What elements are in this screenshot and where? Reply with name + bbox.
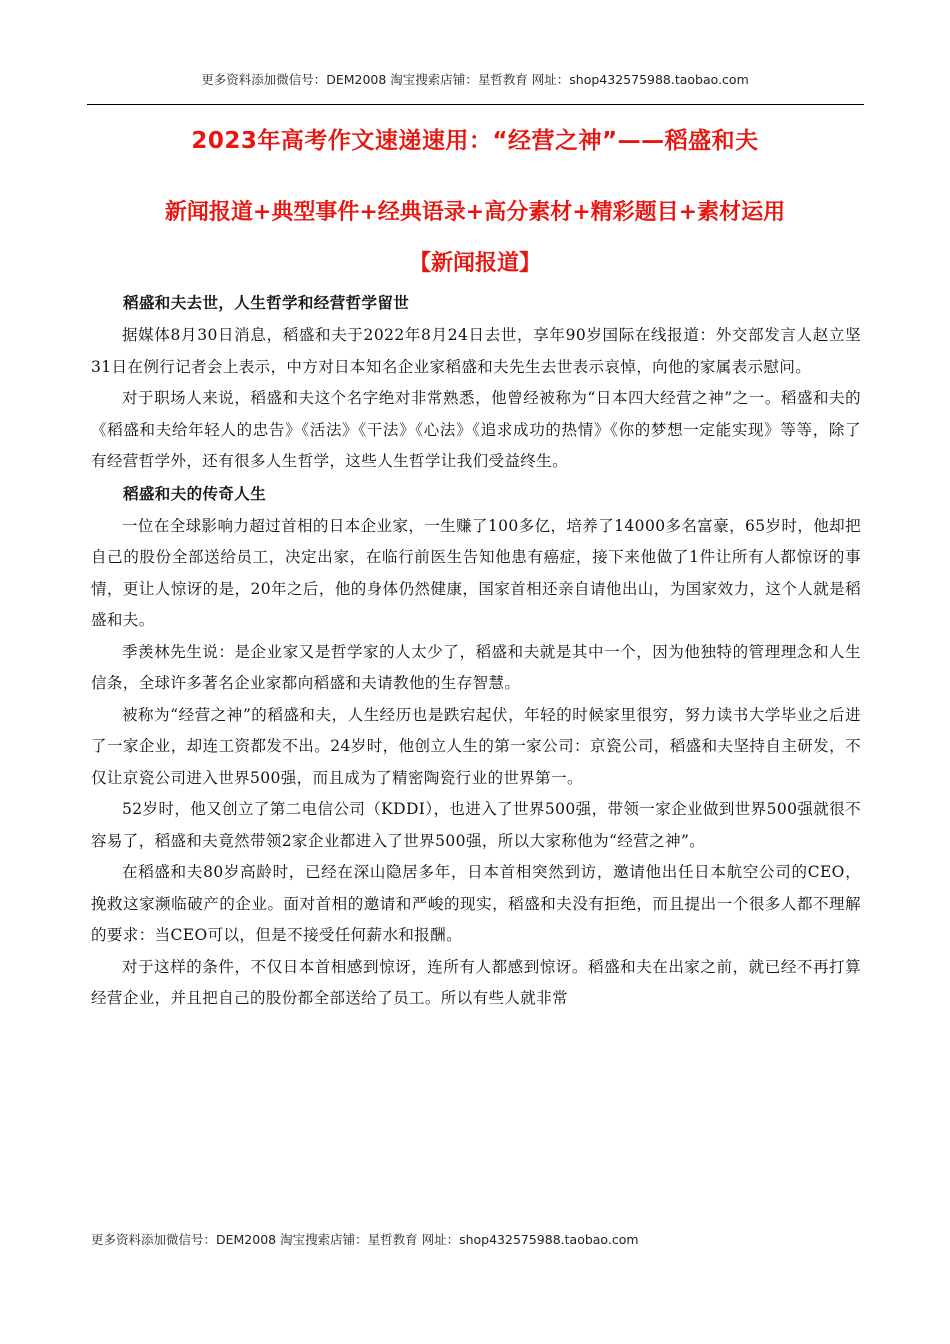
subheading: 稻盛和夫去世，人生哲学和经营哲学留世 xyxy=(123,294,410,312)
document-title: 2023年高考作文速递速用：“经营之神”——稻盛和夫 xyxy=(191,128,759,154)
subheading: 稻盛和夫的传奇人生 xyxy=(123,484,267,503)
page-footer: 更多资料添加微信号：DEM2008 淘宝搜索店铺：星哲教育 网址：shop432575988.taobao.com xyxy=(91,1232,639,1247)
paragraph: 季羡林先生说：是企业家又是哲学家的人太少了，稻盛和夫就是其中一个，因为他独特的管理理念和人生信条，全球许多著名企业家都向稻盛和夫请教他的生存智慧。 xyxy=(91,642,861,692)
section-title: 【新闻报道】 xyxy=(408,251,541,276)
header-divider xyxy=(87,104,864,105)
paragraph: 在稻盛和夫80岁高龄时，已经在深山隐居多年，日本首相突然到访，邀请他出任日本航空公司的CEO，挽救这家濒临破产的企业。面对首相的邀请和严峻的现实，稻盛和夫没有拒绝，而且提出一个很多人都不理解的要求：当CEO可以，但是不接受任何薪水和报酬。 xyxy=(91,863,861,944)
paragraph: 据媒体8月30日消息，稻盛和夫于2022年8月24日去世，享年90岁国际在线报道：外交部发言人赵立坚31日在例行记者会上表示，中方对日本知名企业家稻盛和夫先生去世表示哀悼，向他的家属表示慰问。 xyxy=(91,326,861,376)
paragraph: 52岁时，他又创立了第二电信公司（KDDI），也进入了世界500强，带领一家企业做到世界500强就很不容易了，稻盛和夫竟然带领2家企业都进入了世界500强，所以大家称他为“经营之神”。 xyxy=(91,800,861,850)
paragraph: 一位在全球影响力超过首相的日本企业家，一生赚了100多亿，培养了14000多名富豪，65岁时，他却把自己的股份全部送给员工，决定出家，在临行前医生告知他患有癌症，接下来他做了1件让所有人都惊讶的事情，更让人惊讶的是，20年之后，他的身体仍然健康，国家首相还亲自请他出山，为国家效力，这个人就是稻盛和夫。 xyxy=(91,516,861,629)
paragraph: 对于这样的条件，不仅日本首相感到惊讶，连所有人都感到惊讶。稻盛和夫在出家之前，就已经不再打算经营企业，并且把自己的股份都全部送给了员工。所以有些人就非常 xyxy=(91,957,861,1007)
paragraph: 对于职场人来说，稻盛和夫这个名字绝对非常熟悉，他曾经被称为“日本四大经营之神”之一。稻盛和夫的《稻盛和夫给年轻人的忠告》《活法》《干法》《心法》《追求成功的热情》《你的梦想一定能实现》等等，除了有经营哲学外，还有很多人生哲学，这些人生哲学让我们受益终生。 xyxy=(91,389,861,470)
page-header: 更多资料添加微信号：DEM2008 淘宝搜索店铺：星哲教育 网址：shop432575988.taobao.com xyxy=(201,72,749,87)
paragraph: 被称为“经营之神”的稻盛和夫，人生经历也是跌宕起伏，年轻的时候家里很穷，努力读书大学毕业之后进了一家企业，却连工资都发不出。24岁时，他创立人生的第一家公司：京瓷公司，稻盛和夫坚持自主研发，不仅让京瓷公司进入世界500强，而且成为了精密陶瓷行业的世界第一。 xyxy=(91,705,861,787)
document-subtitle: 新闻报道+典型事件+经典语录+高分素材+精彩题目+素材运用 xyxy=(164,199,786,225)
article-body xyxy=(91,287,861,1015)
